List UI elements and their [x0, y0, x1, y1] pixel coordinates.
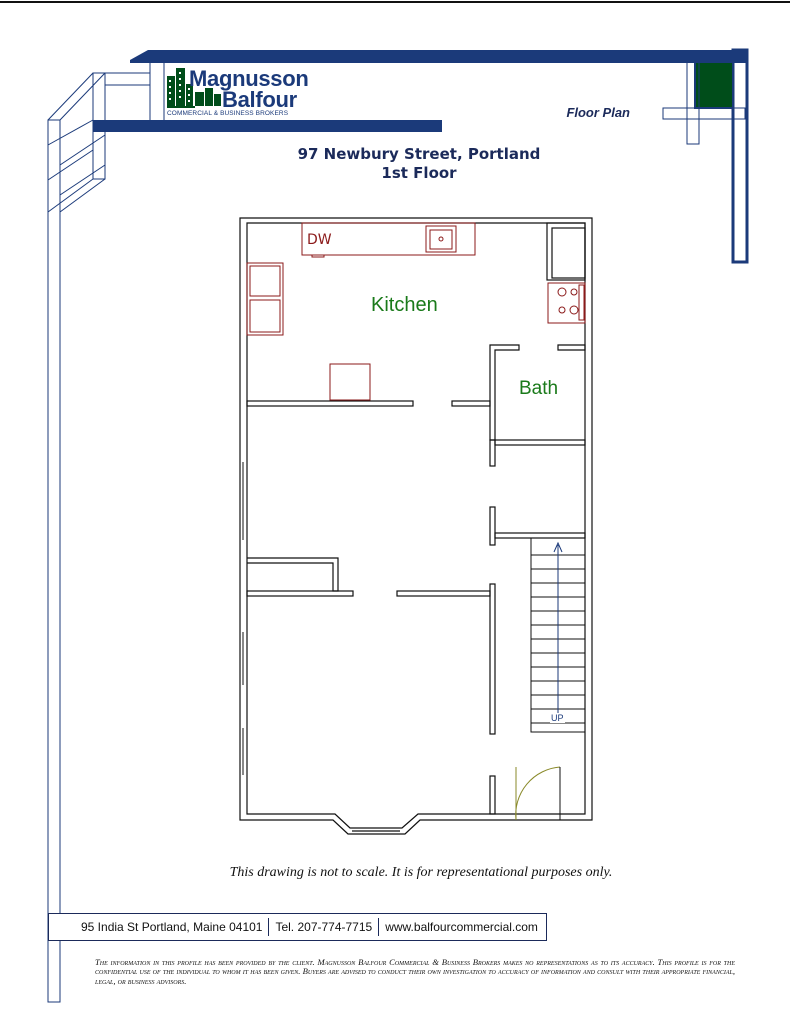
room-label-bath: Bath [519, 378, 559, 399]
property-address: 97 Newbury Street, Portland [297, 145, 541, 163]
footer-contact-bar [48, 913, 547, 941]
staircase [531, 538, 585, 732]
legal-disclaimer: The information in this profile has been provided by the client. Magnusson Balfour Commercial & Business Brokers makes no representations as to its accuracy. This profile is for the confidential use of the individual to whom it has been given. Buyers are advised to conduct their own investigation to accuracy of information and consult with their appropriate financial, legal, or business advisors. [95, 957, 735, 986]
footer-website[interactable]: www.balfourcommercial.com [385, 920, 538, 934]
footer-address: 95 India St Portland, Maine 04101 [81, 920, 263, 934]
room-label-kitchen: Kitchen [371, 294, 438, 316]
property-floor: 1st Floor [381, 164, 457, 182]
scale-disclaimer: This drawing is not to scale. It is for representational purposes only. [229, 865, 613, 880]
dishwasher-label: DW [307, 232, 332, 248]
brand-tagline: COMMERCIAL & BUSINESS BROKERS [167, 110, 289, 117]
brand-name-line1: Magnusson [189, 66, 309, 91]
entry-door [516, 767, 560, 820]
document-type-label: Floor Plan [566, 105, 630, 120]
stairs-up-label: UP [551, 713, 564, 723]
brand-name-line2: Balfour [222, 87, 297, 112]
footer-phone: Tel. 207-774-7715 [275, 920, 373, 934]
